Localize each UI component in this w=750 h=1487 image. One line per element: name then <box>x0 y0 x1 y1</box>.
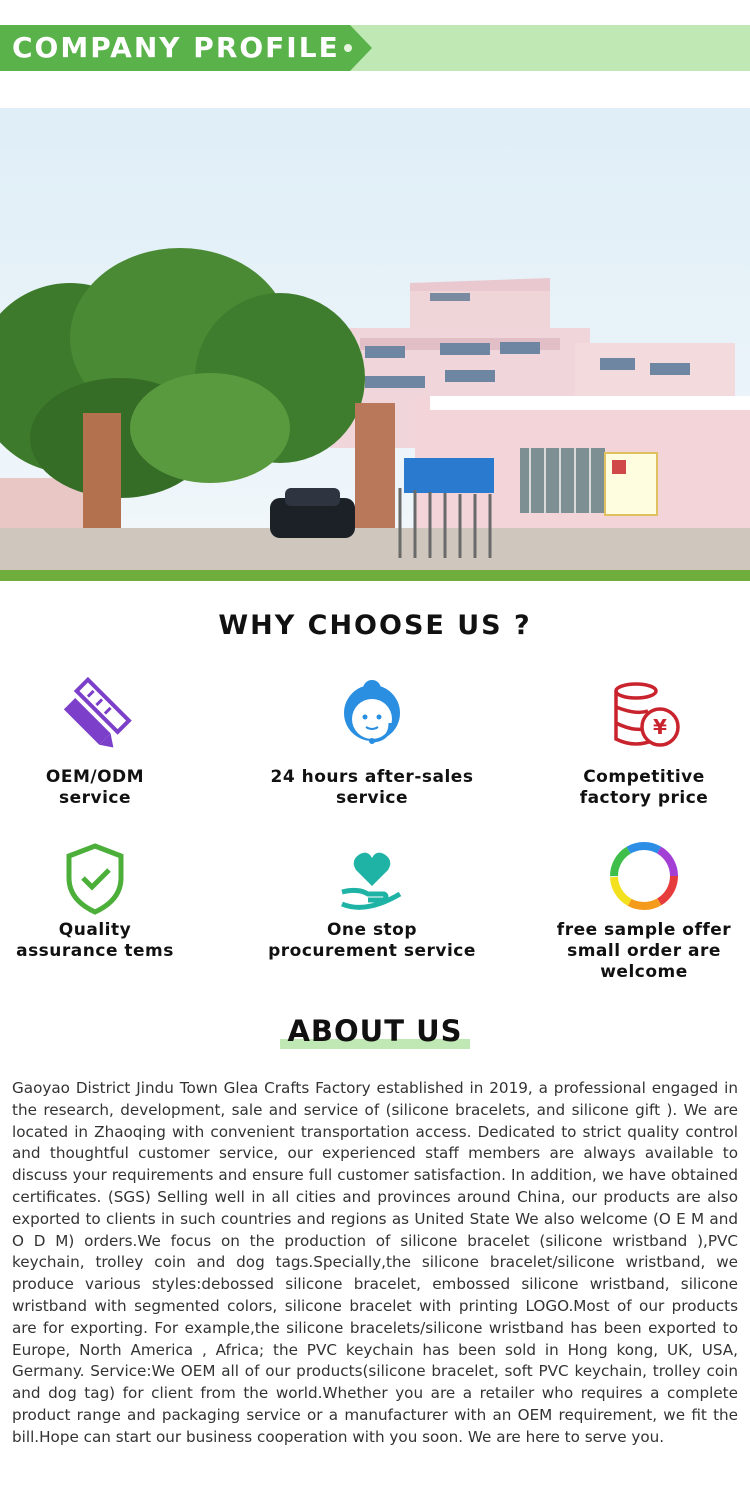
feature-label: free sample offer small order are welcome <box>556 920 732 982</box>
factory-photo <box>0 108 750 581</box>
feature-label: One stop procurement service <box>268 920 476 961</box>
section-title: COMPANY PROFILE <box>12 31 340 64</box>
shield-check-icon <box>55 838 135 918</box>
about-us-paragraph: Gaoyao District Jindu Town Glea Crafts Factory established in 2019, a professional engaged in the research, development, sale and service of (silicone bracelets, and silicone gift ). We are located in Zhaoqing with convenient transportation access. Dedicated to strict quality control and thoughtful customer service, our experienced staff members are always available to discuss your requirements and ensure full customer satisfaction. In addition, we have obtained certificates. (SGS) Selling well in all cities and provinces around China, our products are also exported to clients in such countries and regions as United State We also welcome (O E M and O D M) orders.We focus on the production of silicone bracelet (silicone wristband ),PVC keychain, trolley coin and dog tags.Specially,the silicone bracelet/silicone wristband, we produce various styles:debossed silicone bracelet, embossed silicone wristband, silicone wristband with segmented colors, silicone bracelet with printing LOGO.Most of our products are for exporting. For example,the silicone bracelets/silicone wristband has been exported to Europe, North America , Africa; the PVC keychain has been sold in Hong kong, UK, USA, Germany. Service:We OEM all of our products(silicone bracelet, soft PVC keychain, trolley coin and dog tag) for client from the world.Whether you are a retailer who requires a complete product range and packaging service or a manufacturer with an OEM requirement, we fit the bill.Hope can start our business cooperation with you soon. We are here to serve you. <box>12 1079 738 1446</box>
about-us-title: ABOUT US <box>287 1014 463 1048</box>
about-us-heading <box>280 1013 470 1049</box>
svg-text:¥: ¥ <box>653 715 667 739</box>
heart-in-hand-icon <box>332 838 412 918</box>
rainbow-ring-icon <box>604 838 684 918</box>
feature-label: Competitive factory price <box>579 767 709 808</box>
feature-free-sample <box>519 838 750 983</box>
feature-one-stop <box>247 838 497 962</box>
feature-label: 24 hours after-sales service <box>270 767 474 808</box>
pencil-ruler-icon <box>55 675 135 755</box>
section-header-banner <box>0 25 750 71</box>
feature-after-sales <box>247 675 497 809</box>
why-choose-us-heading: WHY CHOOSE US ? <box>218 610 532 641</box>
feature-competitive-price <box>519 675 750 809</box>
feature-label: OEM/ODM service <box>45 767 145 808</box>
customer-service-headset-icon <box>332 675 412 755</box>
coin-stack-yen-icon <box>604 675 684 755</box>
feature-oem-odm <box>0 675 220 809</box>
feature-label: Quality assurance tems <box>16 920 174 961</box>
banner-dot <box>344 44 352 52</box>
feature-quality-assurance <box>0 838 220 962</box>
